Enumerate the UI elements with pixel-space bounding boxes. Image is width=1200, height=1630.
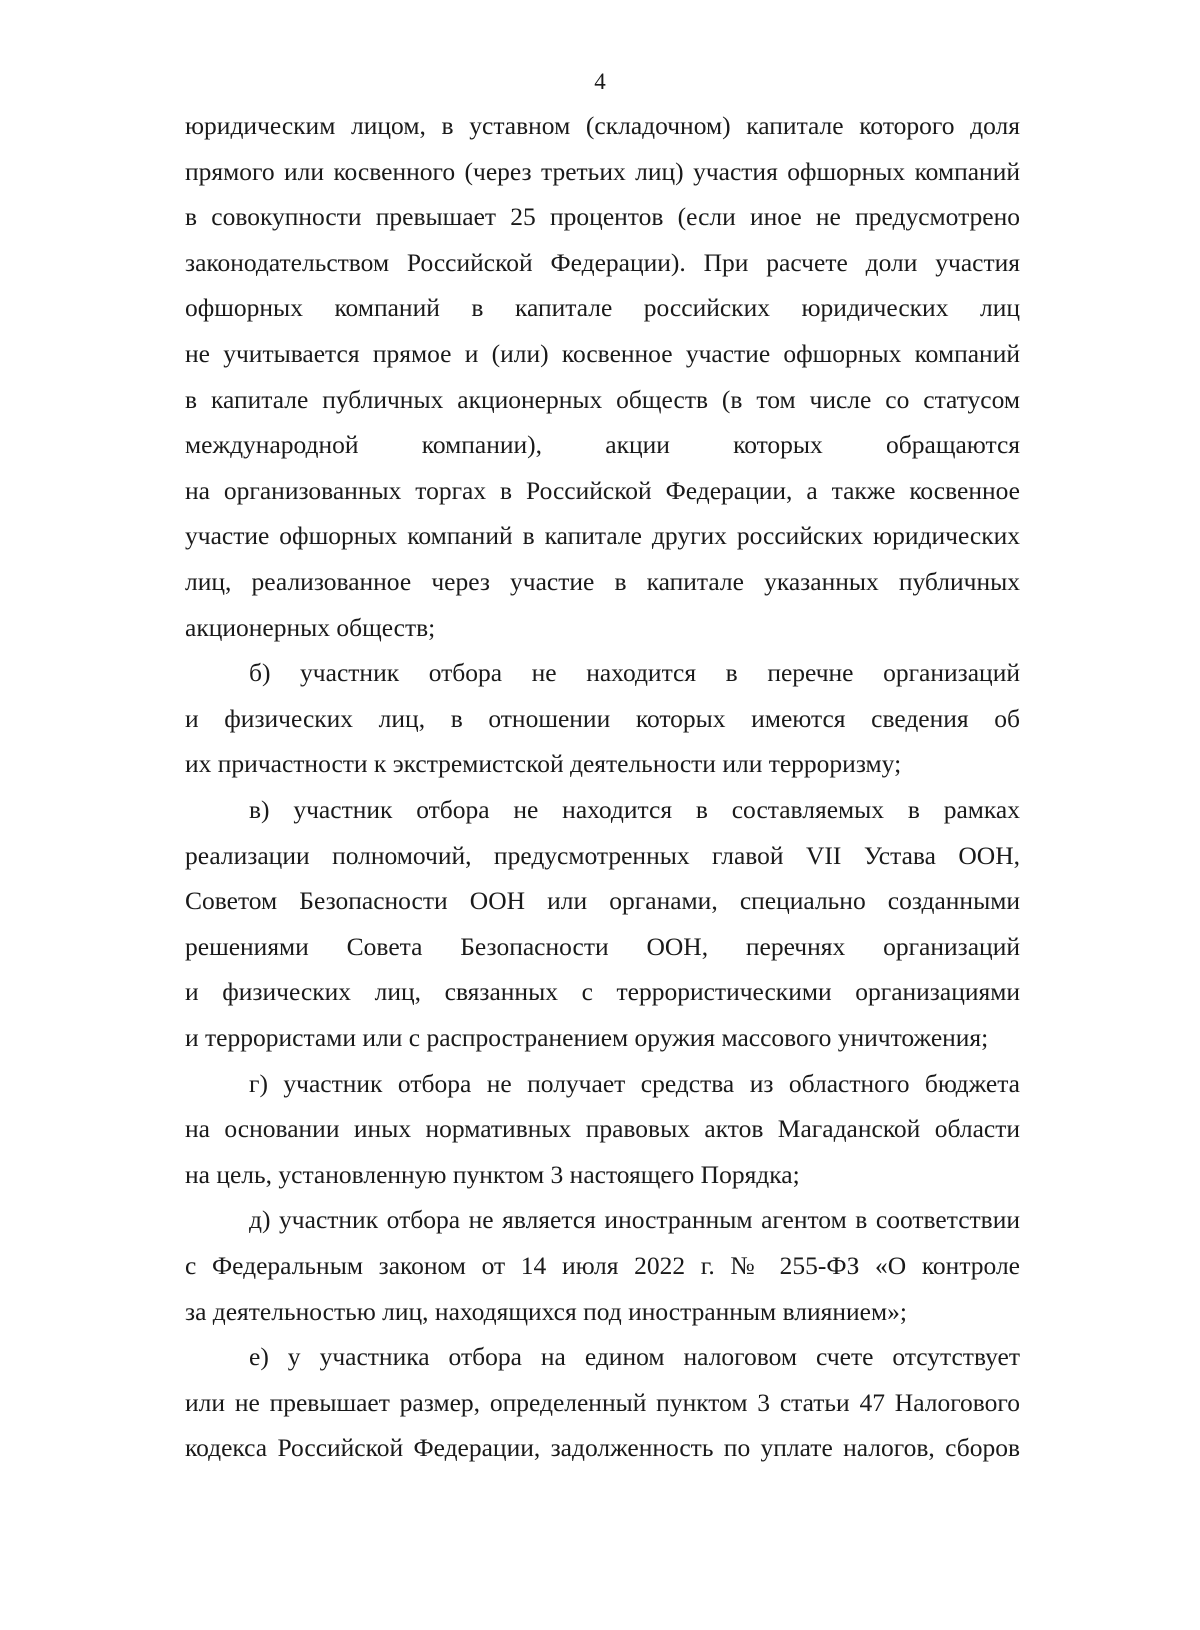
text-line: в капитале публичных акционерных обществ (в том числе со статусом [185,384,1020,414]
text-line: или не превышает размер, определенный пунктом 3 статьи 47 Налогового [185,1387,1020,1417]
text-line: лиц, реализованное через участие в капитале указанных публичных [185,567,1020,596]
text-line: на основании иных нормативных правовых актов Магаданской области [185,1114,1020,1144]
text-line: акционерных обществ; [185,612,436,642]
text-line: на организованных торгах в Российской Федерации, а также косвенное [185,475,1020,505]
text-line: и террористами или с распространением оружия массового уничтожения; [185,1023,989,1052]
text-line: в) участник отбора не находится в составляемых в рамках [249,795,1020,824]
text-line: реализации полномочий, предусмотренных главой VII Устава ООН, [185,840,1020,870]
text-line: д) участник отбора не является иностранным агентом в соответствии [249,1205,1020,1235]
text-line: юридическим лицом, в уставном (складочном) капитале которого доля [185,111,1020,140]
text-line: решениями Совета Безопасности ООН, перечнях организаций [185,931,1020,961]
page-number: 4 [594,69,606,94]
text-line: в совокупности превышает 25 процентов (если иное не предусмотрено [185,202,1020,232]
text-line: б) участник отбора не находится в перечне организаций [249,658,1020,688]
text-line: е) у участника отбора на едином налоговом счете отсутствует [249,1342,1020,1372]
text-line: международной компании), акции которых обращаются [185,430,1020,460]
text-line: за деятельностью лиц, находящихся под иностранным влиянием»; [185,1296,907,1326]
text-line: кодекса Российской Федерации, задолженность по уплате налогов, сборов [185,1433,1020,1463]
text-line: их причастности к экстремистской деятельности или терроризму; [185,749,902,779]
text-line: с Федеральным законом от 14 июля 2022 г. № 255-ФЗ «О контроле [185,1251,1020,1280]
text-line: участие офшорных компаний в капитале других российских юридических [185,521,1020,551]
text-line: и физических лиц, в отношении которых имеются сведения об [185,703,1020,733]
text-line: г) участник отбора не получает средства из областного бюджета [249,1068,1020,1098]
text-line: на цель, установленную пунктом 3 настоящего Порядка; [185,1159,800,1189]
text-line: и физических лиц, связанных с террористическими организациями [185,977,1020,1007]
text-line: законодательством Российской Федерации). При расчете доли участия [185,247,1020,277]
text-line: офшорных компаний в капитале российских юридических лиц [185,293,1020,323]
text-line: не учитывается прямое и (или) косвенное участие офшорных компаний [185,339,1020,368]
text-line: Советом Безопасности ООН или органами, специально созданными [185,886,1020,916]
text-line: прямого или косвенного (через третьих лиц) участия офшорных компаний [185,156,1020,186]
